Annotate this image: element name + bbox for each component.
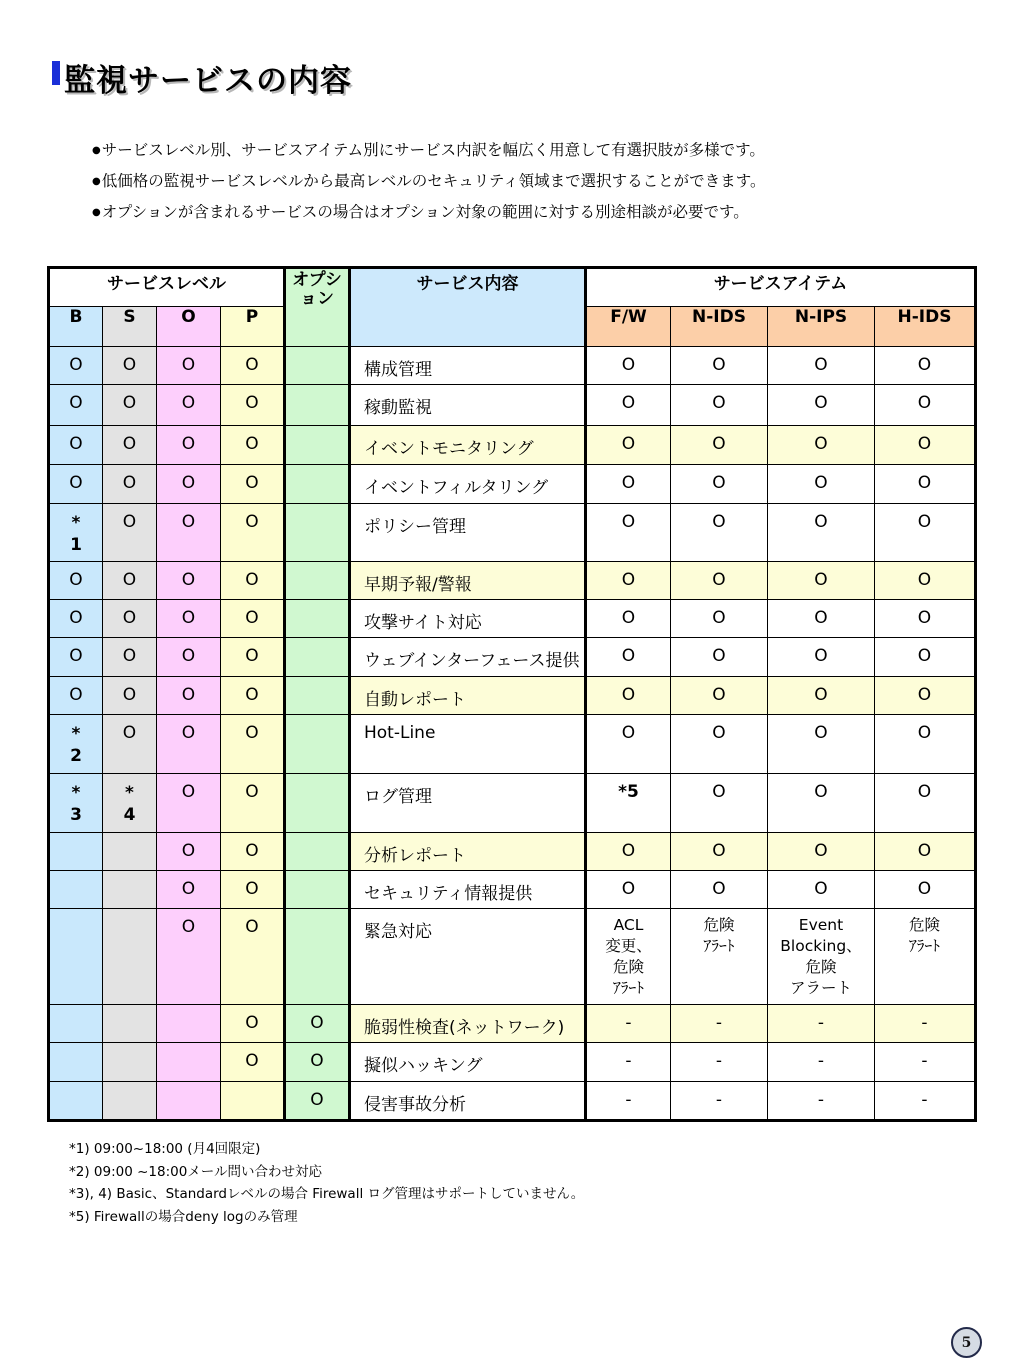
cell-nips: O (768, 871, 875, 909)
cell-fw: O (586, 833, 671, 871)
cell-level-p: O (221, 774, 285, 833)
cell-service-name: イベントフィルタリング (350, 465, 586, 504)
cell-fw: O (586, 871, 671, 909)
table-row (49, 1005, 976, 1043)
cell-service-name: 緊急対応 (350, 909, 586, 1005)
cell-option (285, 677, 350, 715)
cell-option (285, 715, 350, 774)
cell-fw: O (586, 465, 671, 504)
table-row (49, 715, 976, 774)
cell-service-name: 脆弱性検査(ネットワーク) (350, 1005, 586, 1043)
cell-service-name: ログ管理 (350, 774, 586, 833)
cell-level-s: O (103, 715, 157, 774)
page-number: 5 (951, 1327, 982, 1358)
cell-service-name: 自動レポート (350, 677, 586, 715)
cell-hids: - (875, 1005, 976, 1043)
table-row (49, 1043, 976, 1082)
cell-nids: O (671, 385, 768, 426)
cell-level-s: O (103, 600, 157, 638)
table-row (49, 833, 976, 871)
cell-option (285, 465, 350, 504)
table-row (49, 347, 976, 385)
cell-service-name: 構成管理 (350, 347, 586, 385)
cell-level-s (103, 871, 157, 909)
cell-nips: O (768, 426, 875, 465)
page-title: 監視サービスの内容 (64, 62, 352, 99)
cell-fw: O (586, 504, 671, 562)
table-row (49, 504, 976, 562)
cell-option (285, 638, 350, 677)
cell-fw: - (586, 1005, 671, 1043)
cell-nids: - (671, 1082, 768, 1121)
cell-nids: O (671, 715, 768, 774)
footnote: *3), 4) Basic、Standardレベルの場合 Firewall ログ管理はサポートしていません。 (69, 1186, 585, 1202)
title-area (52, 55, 352, 99)
bullet-item: ●サービスレベル別、サービスアイテム別にサービス内訳を幅広く用意して有選択肢が多様です。 (92, 141, 765, 159)
header-item-hids: H-IDS (875, 307, 976, 347)
cell-fw: - (586, 1082, 671, 1121)
footnote: *1) 09:00~18:00 (月4回限定) (69, 1141, 261, 1157)
cell-level-p: O (221, 677, 285, 715)
cell-nips: O (768, 562, 875, 600)
cell-hids: O (875, 638, 976, 677)
cell-level-o (157, 1043, 221, 1082)
cell-level-p: O (221, 504, 285, 562)
cell-level-o: O (157, 562, 221, 600)
cell-level-p: O (221, 715, 285, 774)
header-option: オプション (285, 268, 350, 347)
cell-service-name: 稼動監視 (350, 385, 586, 426)
cell-option (285, 426, 350, 465)
table-row (49, 871, 976, 909)
cell-level-o: O (157, 426, 221, 465)
cell-nips: - (768, 1082, 875, 1121)
cell-level-s (103, 1082, 157, 1121)
cell-level-s (103, 909, 157, 1005)
cell-level-b (49, 1005, 103, 1043)
header-level-b: B (49, 307, 103, 347)
cell-level-b (49, 1082, 103, 1121)
cell-level-o: O (157, 347, 221, 385)
cell-level-b: O (49, 426, 103, 465)
cell-fw: O (586, 677, 671, 715)
header-item-nips: N-IPS (768, 307, 875, 347)
cell-fw: O (586, 638, 671, 677)
cell-service-name: ウェブインターフェース提供 (350, 638, 586, 677)
cell-fw: O (586, 347, 671, 385)
cell-hids: - (875, 1043, 976, 1082)
table-row (49, 600, 976, 638)
cell-level-o: O (157, 638, 221, 677)
cell-level-b (49, 833, 103, 871)
cell-hids: O (875, 833, 976, 871)
cell-option: O (285, 1005, 350, 1043)
cell-level-s: O (103, 638, 157, 677)
cell-service-name: 攻撃サイト対応 (350, 600, 586, 638)
cell-level-b: O (49, 385, 103, 426)
cell-service-name: 早期予報/警報 (350, 562, 586, 600)
cell-level-b: O (49, 465, 103, 504)
cell-level-p: O (221, 426, 285, 465)
cell-option: O (285, 1043, 350, 1082)
header-level-o: O (157, 307, 221, 347)
cell-hids: O (875, 715, 976, 774)
header-service-content: サービス内容 (350, 268, 586, 347)
table-row (49, 774, 976, 833)
table-row (49, 426, 976, 465)
table-row (49, 562, 976, 600)
cell-level-s: O (103, 504, 157, 562)
table-row (49, 465, 976, 504)
table-row (49, 1082, 976, 1121)
cell-nips: O (768, 715, 875, 774)
cell-level-b: O (49, 562, 103, 600)
cell-option (285, 347, 350, 385)
cell-nids: O (671, 833, 768, 871)
cell-nids: O (671, 504, 768, 562)
cell-service-name: イベントモニタリング (350, 426, 586, 465)
cell-level-s (103, 1005, 157, 1043)
cell-option (285, 504, 350, 562)
cell-nids: 危険 ｱﾗｰﾄ (671, 909, 768, 1005)
cell-hids: O (875, 385, 976, 426)
cell-level-p: O (221, 833, 285, 871)
cell-hids: 危険 ｱﾗｰﾄ (875, 909, 976, 1005)
cell-level-s: * 4 (103, 774, 157, 833)
cell-nids: - (671, 1043, 768, 1082)
cell-nips: O (768, 600, 875, 638)
cell-fw: ACL 変更、 危険 ｱﾗｰﾄ (586, 909, 671, 1005)
cell-option: O (285, 1082, 350, 1121)
cell-fw: O (586, 385, 671, 426)
footnote: *5) Firewallの場合deny logのみ管理 (69, 1208, 298, 1225)
cell-nips: O (768, 677, 875, 715)
cell-nids: - (671, 1005, 768, 1043)
footnote: *2) 09:00 ~18:00メール問い合わせ対応 (69, 1163, 323, 1180)
cell-nips: O (768, 347, 875, 385)
cell-level-s: O (103, 426, 157, 465)
cell-level-o (157, 1005, 221, 1043)
cell-nips: - (768, 1005, 875, 1043)
cell-fw: O (586, 600, 671, 638)
cell-level-o (157, 1082, 221, 1121)
cell-level-b: * 3 (49, 774, 103, 833)
cell-option (285, 909, 350, 1005)
cell-nids: O (671, 871, 768, 909)
cell-level-p: O (221, 1043, 285, 1082)
cell-nids: O (671, 677, 768, 715)
cell-level-s: O (103, 385, 157, 426)
title-marker (52, 61, 60, 85)
cell-option (285, 385, 350, 426)
cell-level-s: O (103, 465, 157, 504)
cell-level-b (49, 871, 103, 909)
cell-level-p: O (221, 385, 285, 426)
cell-service-name: セキュリティ情報提供 (350, 871, 586, 909)
cell-hids: O (875, 600, 976, 638)
cell-service-name: 侵害事故分析 (350, 1082, 586, 1121)
cell-option (285, 562, 350, 600)
cell-nips: O (768, 833, 875, 871)
cell-level-o: O (157, 774, 221, 833)
cell-nips: O (768, 774, 875, 833)
cell-nips: O (768, 385, 875, 426)
header-service-level: サービスレベル (49, 268, 285, 307)
header-service-item: サービスアイテム (586, 268, 976, 307)
cell-level-b: O (49, 677, 103, 715)
bullet-item: ●オプションが含まれるサービスの場合はオプション対象の範囲に対する別途相談が必要です。 (92, 203, 749, 221)
cell-nids: O (671, 774, 768, 833)
cell-nids: O (671, 347, 768, 385)
bullet-item: ●低価格の監視サービスレベルから最高レベルのセキュリティ領域まで選択することができます。 (92, 172, 766, 190)
cell-level-p: O (221, 909, 285, 1005)
cell-level-p (221, 1082, 285, 1121)
cell-level-b: O (49, 600, 103, 638)
cell-option (285, 774, 350, 833)
cell-option (285, 871, 350, 909)
cell-level-p: O (221, 871, 285, 909)
cell-level-p: O (221, 600, 285, 638)
cell-fw: O (586, 426, 671, 465)
cell-hids: O (875, 774, 976, 833)
cell-hids: O (875, 426, 976, 465)
cell-level-s: O (103, 562, 157, 600)
table-row (49, 909, 976, 1005)
footnotes (69, 1138, 584, 1228)
cell-nids: O (671, 426, 768, 465)
cell-level-b (49, 909, 103, 1005)
cell-nips: - (768, 1043, 875, 1082)
cell-hids: O (875, 677, 976, 715)
cell-nids: O (671, 638, 768, 677)
cell-level-s (103, 833, 157, 871)
cell-nids: O (671, 600, 768, 638)
cell-hids: O (875, 504, 976, 562)
cell-level-b: O (49, 638, 103, 677)
cell-hids: O (875, 562, 976, 600)
cell-fw: - (586, 1043, 671, 1082)
cell-fw: *5 (586, 774, 671, 833)
table-row (49, 638, 976, 677)
cell-hids: - (875, 1082, 976, 1121)
cell-option (285, 600, 350, 638)
cell-service-name: ポリシー管理 (350, 504, 586, 562)
cell-level-o: O (157, 600, 221, 638)
cell-level-b: O (49, 347, 103, 385)
bullet-list (92, 135, 765, 228)
cell-level-o: O (157, 465, 221, 504)
cell-service-name: 擬似ハッキング (350, 1043, 586, 1082)
cell-level-b: * 2 (49, 715, 103, 774)
cell-level-o: O (157, 909, 221, 1005)
cell-level-p: O (221, 347, 285, 385)
cell-level-o: O (157, 504, 221, 562)
cell-service-name: Hot-Line (350, 715, 586, 774)
cell-level-o: O (157, 677, 221, 715)
cell-option (285, 833, 350, 871)
cell-level-o: O (157, 871, 221, 909)
service-table (47, 266, 977, 1122)
cell-level-p: O (221, 465, 285, 504)
cell-level-b (49, 1043, 103, 1082)
cell-level-s: O (103, 677, 157, 715)
cell-level-o: O (157, 715, 221, 774)
cell-nips: Event Blocking、 危険 アラート (768, 909, 875, 1005)
header-item-nids: N-IDS (671, 307, 768, 347)
cell-level-s (103, 1043, 157, 1082)
cell-level-p: O (221, 562, 285, 600)
header-item-fw: F/W (586, 307, 671, 347)
cell-nids: O (671, 562, 768, 600)
cell-nips: O (768, 638, 875, 677)
table-row (49, 385, 976, 426)
cell-level-o: O (157, 385, 221, 426)
cell-service-name: 分析レポート (350, 833, 586, 871)
header-level-p: P (221, 307, 285, 347)
cell-hids: O (875, 871, 976, 909)
cell-hids: O (875, 347, 976, 385)
cell-level-p: O (221, 1005, 285, 1043)
cell-fw: O (586, 715, 671, 774)
cell-level-p: O (221, 638, 285, 677)
cell-level-o: O (157, 833, 221, 871)
cell-hids: O (875, 465, 976, 504)
cell-fw: O (586, 562, 671, 600)
header-level-s: S (103, 307, 157, 347)
cell-nids: O (671, 465, 768, 504)
table-row (49, 677, 976, 715)
cell-level-b: * 1 (49, 504, 103, 562)
cell-nips: O (768, 504, 875, 562)
cell-level-s: O (103, 347, 157, 385)
cell-nips: O (768, 465, 875, 504)
